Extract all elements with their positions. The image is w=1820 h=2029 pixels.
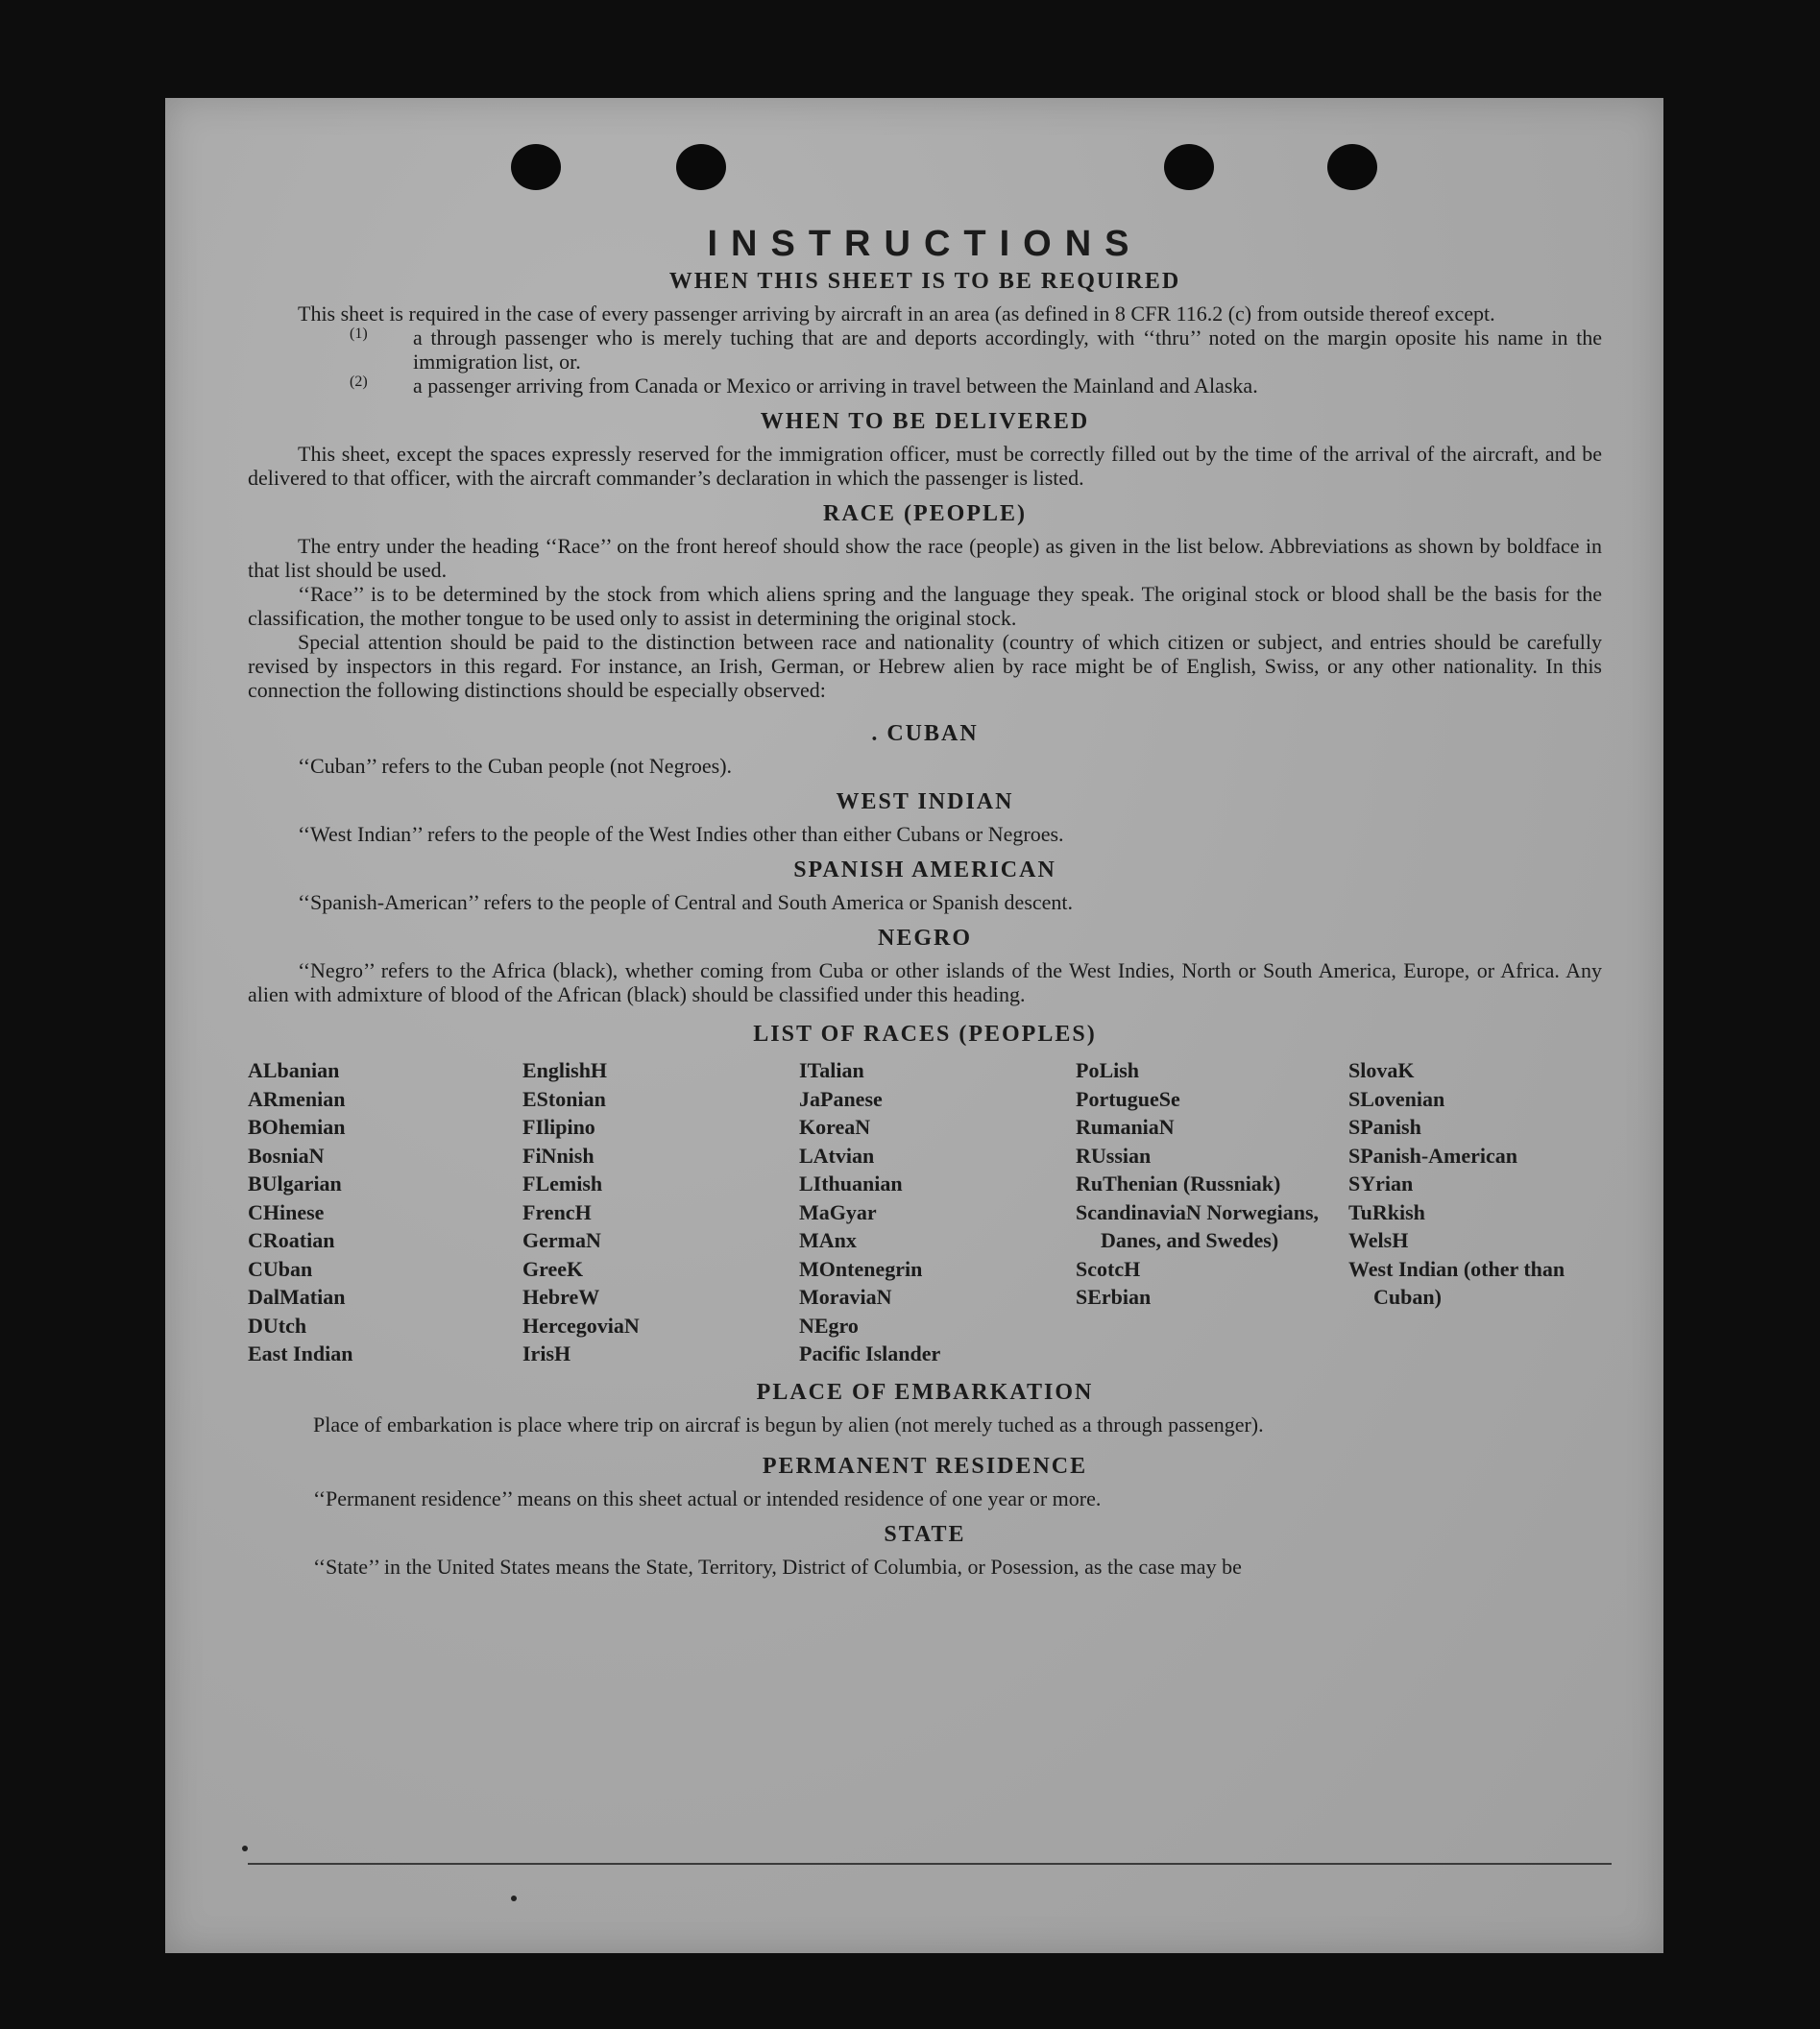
punch-hole: [1164, 144, 1214, 190]
race-item: SlovaK: [1348, 1058, 1415, 1082]
race-item: SYrian: [1348, 1172, 1414, 1196]
race-item: DUtch: [248, 1313, 307, 1338]
race-item: WelsH: [1348, 1228, 1409, 1252]
heading-list-of-races: LIST OF RACES (PEOPLES): [753, 1022, 1097, 1047]
heading-residence: PERMANENT RESIDENCE: [762, 1453, 1088, 1479]
race-item: SPanish-American: [1348, 1143, 1517, 1168]
race-paragraph: The entry under the heading ‘‘Race’’ on the front hereof should show the race (people) as given in the list below. Abbreviations as shown by boldface in that list should be used.: [248, 534, 1602, 582]
race-item: SErbian: [1076, 1285, 1152, 1309]
embarkation-text: Place of embarkation is place where trip on aircraf is begun by alien (not merely tuched as a through passenger).: [313, 1412, 1264, 1437]
race-item: PortugueSe: [1076, 1086, 1180, 1111]
races-column-4: [1076, 1056, 1348, 1368]
heading-embarkation: PLACE OF EMBARKATION: [756, 1379, 1094, 1405]
item-number: (1): [350, 326, 368, 342]
race-item: HebreW: [522, 1285, 600, 1309]
race-item: TuRkish: [1348, 1199, 1425, 1224]
race-item: East Indian: [248, 1341, 353, 1365]
heading-required: WHEN THIS SHEET IS TO BE REQUIRED: [668, 269, 1181, 294]
race-item: CUban: [248, 1256, 313, 1281]
races-list: [248, 1056, 1602, 1368]
required-intro: This sheet is required in the case of every passenger arriving by aircraft in an area (as defined in 8 CFR 116.2 (c) from outside thereof except.: [298, 302, 1495, 326]
race-item: LAtvian: [799, 1143, 875, 1168]
heading-negro: NEGRO: [877, 926, 972, 951]
race-item: Pacific Islander: [799, 1341, 941, 1365]
race-item: MAnx: [799, 1228, 857, 1252]
heading-spanish-american: SPANISH AMERICAN: [793, 857, 1056, 882]
race-item: BUlgarian: [248, 1172, 342, 1196]
race-item: EnglishH: [522, 1058, 608, 1082]
race-item: RumaniaN: [1076, 1115, 1175, 1139]
race-item: MaGyar: [799, 1199, 877, 1224]
race-item: GermaN: [522, 1228, 601, 1252]
required-item: [248, 374, 1602, 398]
race-item: GreeK: [522, 1256, 584, 1281]
races-column-1: [248, 1056, 522, 1368]
race-item: West Indian (other than Cuban): [1348, 1256, 1565, 1309]
race-item: ScotcH: [1076, 1256, 1141, 1281]
negro-text: ‘‘Negro’’ refers to the Africa (black), whether coming from Cuba or other islands of the West Indies, North or South America, Europe, or Africa. Any alien with admixture of blood of the African (black) should be classified under this heading.: [248, 958, 1602, 1006]
race-item: SLovenian: [1348, 1086, 1445, 1111]
race-item: KoreaN: [799, 1115, 871, 1139]
race-item: FiNnish: [522, 1143, 595, 1168]
item-text: a passenger arriving from Canada or Mexico or arriving in travel between the Mainland and Alaska.: [413, 374, 1258, 398]
bottom-rule: [248, 1863, 1612, 1865]
punch-hole: [511, 144, 561, 190]
race-item: ScandinaviaN Norwegians, Danes, and Swedes): [1076, 1199, 1320, 1252]
race-item: FLemish: [522, 1172, 603, 1196]
ink-spot: [511, 1896, 517, 1901]
spanish-american-text: ‘‘Spanish-American’’ refers to the people of Central and South America or Spanish descent.: [298, 890, 1074, 914]
race-item: FIlipino: [522, 1115, 595, 1139]
state-text: ‘‘State’’ in the United States means the State, Territory, District of Columbia, or Posession, as the case may be: [313, 1554, 1242, 1579]
heading-cuban: . CUBAN: [871, 721, 979, 746]
race-item: RUssian: [1076, 1143, 1152, 1168]
race-item: BosniaN: [248, 1143, 325, 1168]
race-item: PoLish: [1076, 1058, 1140, 1082]
race-item: ITalian: [799, 1058, 864, 1082]
races-column-3: [799, 1056, 1076, 1368]
heading-race: RACE (PEOPLE): [823, 501, 1027, 526]
race-item: IrisH: [522, 1341, 571, 1365]
ink-spot: [242, 1846, 248, 1851]
race-item: CHinese: [248, 1199, 325, 1224]
race-item: JaPanese: [799, 1086, 883, 1111]
delivered-text: This sheet, except the spaces expressly reserved for the immigration officer, must be correctly filled out by the time of the arrival of the aircraft, and be delivered to that officer, with the aircraft commander’s declaration in which the passenger is listed.: [248, 442, 1602, 490]
item-text: a through passenger who is merely tuching that are and deports accordingly, with ‘‘thru’’ noted on the margin oposite his name in the immigration list, or.: [413, 326, 1602, 374]
race-item: MoraviaN: [799, 1285, 892, 1309]
race-item: EStonian: [522, 1086, 606, 1111]
race-item: NEgro: [799, 1313, 859, 1338]
heading-state: STATE: [884, 1521, 966, 1547]
page-title: INSTRUCTIONS: [707, 224, 1143, 264]
heading-west-indian: WEST INDIAN: [836, 789, 1014, 814]
race-item: FrencH: [522, 1199, 592, 1224]
heading-delivered: WHEN TO BE DELIVERED: [760, 409, 1090, 434]
residence-text: ‘‘Permanent residence’’ means on this sheet actual or intended residence of one year or more.: [313, 1486, 1102, 1510]
race-item: DalMatian: [248, 1285, 346, 1309]
document-sheet: [165, 98, 1663, 1953]
race-item: HercegoviaN: [522, 1313, 640, 1338]
instructions-body: [248, 223, 1602, 1579]
race-item: ARmenian: [248, 1086, 346, 1111]
punch-hole: [676, 144, 726, 190]
race-item: ALbanian: [248, 1058, 340, 1082]
required-item: [248, 326, 1602, 374]
race-paragraph: ‘‘Race’’ is to be determined by the stock from which aliens spring and the language they speak. The original stock or blood shall be the basis for the classification, the mother tongue to be used only to assist in determining the original stock.: [248, 582, 1602, 630]
item-number: (2): [350, 374, 368, 390]
races-column-5: [1348, 1056, 1602, 1368]
race-item: CRoatian: [248, 1228, 335, 1252]
race-item: BOhemian: [248, 1115, 346, 1139]
race-item: SPanish: [1348, 1115, 1421, 1139]
race-item: MOntenegrin: [799, 1256, 923, 1281]
races-column-2: [522, 1056, 799, 1368]
cuban-text: ‘‘Cuban’’ refers to the Cuban people (not Negroes).: [298, 754, 733, 778]
punch-hole: [1327, 144, 1377, 190]
race-item: RuThenian (Russniak): [1076, 1172, 1281, 1196]
west-indian-text: ‘‘West Indian’’ refers to the people of the West Indies other than either Cubans or Negroes.: [298, 822, 1064, 846]
race-paragraph: Special attention should be paid to the distinction between race and nationality (country of which citizen or subject, and entries should be carefully revised by inspectors in this regard. For instance, an Irish, German, or Hebrew alien by race might be of English, Swiss, or any other nationality. In this connection the following distinctions should be especially observed:: [248, 630, 1602, 702]
race-item: LIthuanian: [799, 1172, 903, 1196]
